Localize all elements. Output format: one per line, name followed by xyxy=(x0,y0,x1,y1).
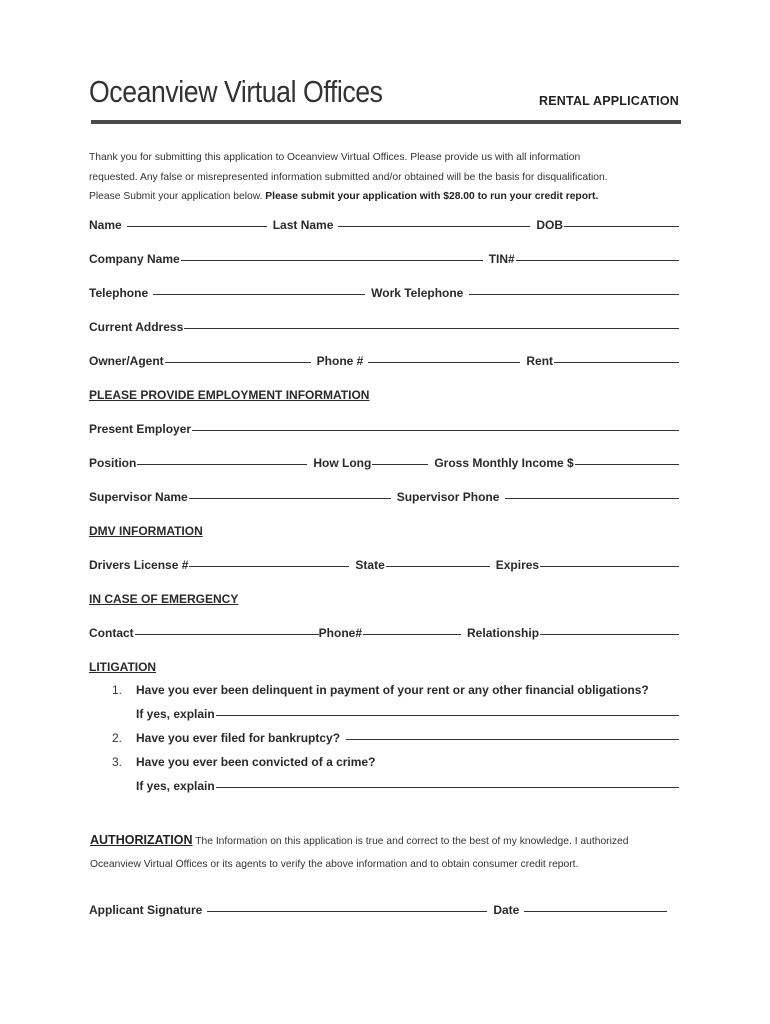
name-line[interactable] xyxy=(127,225,267,227)
question-3-explain-label: If yes, explain xyxy=(136,779,215,793)
authorization-line-2: Oceanview Virtual Offices or its agents to verify the above information and to obtain consumer credit report. xyxy=(90,859,579,870)
supervisor-phone-line[interactable] xyxy=(505,497,679,499)
how-long-label: How Long xyxy=(313,456,372,470)
supervisor-phone-label: Supervisor Phone xyxy=(396,490,500,504)
relationship-label: Relationship xyxy=(467,626,540,640)
relationship-line[interactable] xyxy=(540,633,679,635)
authorization-paragraph xyxy=(90,829,690,876)
position-line[interactable] xyxy=(137,463,307,465)
question-2-answer-line[interactable] xyxy=(346,739,679,740)
dob-label: DOB xyxy=(536,218,564,232)
telephone-label: Telephone xyxy=(89,286,149,300)
supervisor-name-label: Supervisor Name xyxy=(89,490,188,504)
owner-agent-row xyxy=(89,354,679,368)
litigation-heading: LITIGATION xyxy=(89,660,157,674)
dob-line[interactable] xyxy=(564,225,679,227)
present-employer-row xyxy=(89,422,679,436)
drivers-license-row xyxy=(89,558,679,572)
present-employer-line[interactable] xyxy=(192,429,679,431)
tin-line[interactable] xyxy=(516,259,679,261)
company-title: Oceanview Virtual Offices xyxy=(89,74,383,109)
question-1-number: 1. xyxy=(112,683,123,697)
signature-row xyxy=(89,903,667,917)
authorization-heading: AUTHORIZATION xyxy=(90,833,193,847)
intro-line-3-plain: Please Submit your application below. xyxy=(89,191,266,202)
question-3-explain-row xyxy=(136,779,679,793)
credit-report-fee-note: Please submit your application with $28.00 to run your credit report. xyxy=(265,191,599,202)
expires-label: Expires xyxy=(495,558,540,572)
contact-label: Contact xyxy=(89,626,134,640)
employment-heading: PLEASE PROVIDE EMPLOYMENT INFORMATION xyxy=(89,388,370,402)
phone-line[interactable] xyxy=(368,361,520,363)
phone-label: Phone # xyxy=(316,354,364,368)
question-3-explain-line[interactable] xyxy=(216,787,679,788)
authorization-text-1: The Information on this application is true and correct to the best of my knowledge. I authorized xyxy=(192,836,629,847)
question-2-number: 2. xyxy=(112,731,123,745)
contact-line[interactable] xyxy=(135,633,319,635)
gross-monthly-income-line[interactable] xyxy=(575,463,679,465)
applicant-signature-label: Applicant Signature xyxy=(89,903,203,917)
header-divider xyxy=(91,120,681,124)
emergency-phone-line[interactable] xyxy=(363,633,461,635)
state-label: State xyxy=(355,558,385,572)
how-long-line[interactable] xyxy=(372,463,428,465)
question-3-text: Have you ever been convicted of a crime? xyxy=(136,755,376,769)
work-telephone-line[interactable] xyxy=(469,293,679,295)
telephone-line[interactable] xyxy=(153,293,365,295)
name-row xyxy=(89,218,679,232)
company-name-label: Company Name xyxy=(89,252,180,266)
rent-line[interactable] xyxy=(554,361,679,363)
work-telephone-label: Work Telephone xyxy=(371,286,464,300)
question-1-text: Have you ever been delinquent in payment of your rent or any other financial obligations? xyxy=(136,683,649,697)
rent-label: Rent xyxy=(526,354,554,368)
drivers-license-line[interactable] xyxy=(189,565,349,567)
applicant-signature-line[interactable] xyxy=(207,910,487,912)
last-name-line[interactable] xyxy=(338,225,530,227)
authorization-line-1 xyxy=(90,829,690,853)
company-name-line[interactable] xyxy=(181,259,483,261)
question-1-explain-row xyxy=(136,707,679,721)
question-3-number: 3. xyxy=(112,755,123,769)
telephone-row xyxy=(89,286,679,300)
date-label: Date xyxy=(493,903,520,917)
intro-line-3 xyxy=(89,187,689,207)
emergency-phone-label: Phone# xyxy=(318,626,363,640)
dmv-heading: DMV INFORMATION xyxy=(89,524,203,538)
date-line[interactable] xyxy=(524,910,667,912)
owner-agent-label: Owner/Agent xyxy=(89,354,164,368)
company-row xyxy=(89,252,679,266)
expires-line[interactable] xyxy=(540,565,679,567)
drivers-license-label: Drivers License # xyxy=(89,558,189,572)
tin-label: TIN# xyxy=(488,252,515,266)
supervisor-name-line[interactable] xyxy=(189,497,391,499)
question-1-explain-label: If yes, explain xyxy=(136,707,215,721)
intro-line-1: Thank you for submitting this application to Oceanview Virtual Offices. Please provide us with all information xyxy=(89,152,581,163)
question-2-row xyxy=(136,731,679,745)
intro-paragraph xyxy=(89,148,689,207)
question-2-text: Have you ever filed for bankruptcy? xyxy=(136,731,341,745)
name-label: Name xyxy=(89,218,122,232)
current-address-label: Current Address xyxy=(89,320,184,334)
gross-monthly-income-label: Gross Monthly Income $ xyxy=(434,456,574,470)
question-1-explain-line[interactable] xyxy=(216,715,679,716)
present-employer-label: Present Employer xyxy=(89,422,192,436)
current-address-row xyxy=(89,320,679,334)
emergency-heading: IN CASE OF EMERGENCY xyxy=(89,592,239,606)
last-name-label: Last Name xyxy=(272,218,334,232)
document-type-label: RENTAL APPLICATION xyxy=(539,94,679,108)
emergency-contact-row xyxy=(89,626,679,640)
intro-line-2: requested. Any false or misrepresented information submitted and/or obtained will be the basis for disqualification. xyxy=(89,171,608,183)
supervisor-row xyxy=(89,490,679,504)
position-label: Position xyxy=(89,456,137,470)
position-row xyxy=(89,456,679,470)
state-line[interactable] xyxy=(386,565,490,567)
owner-agent-line[interactable] xyxy=(165,361,311,363)
current-address-line[interactable] xyxy=(184,327,679,329)
